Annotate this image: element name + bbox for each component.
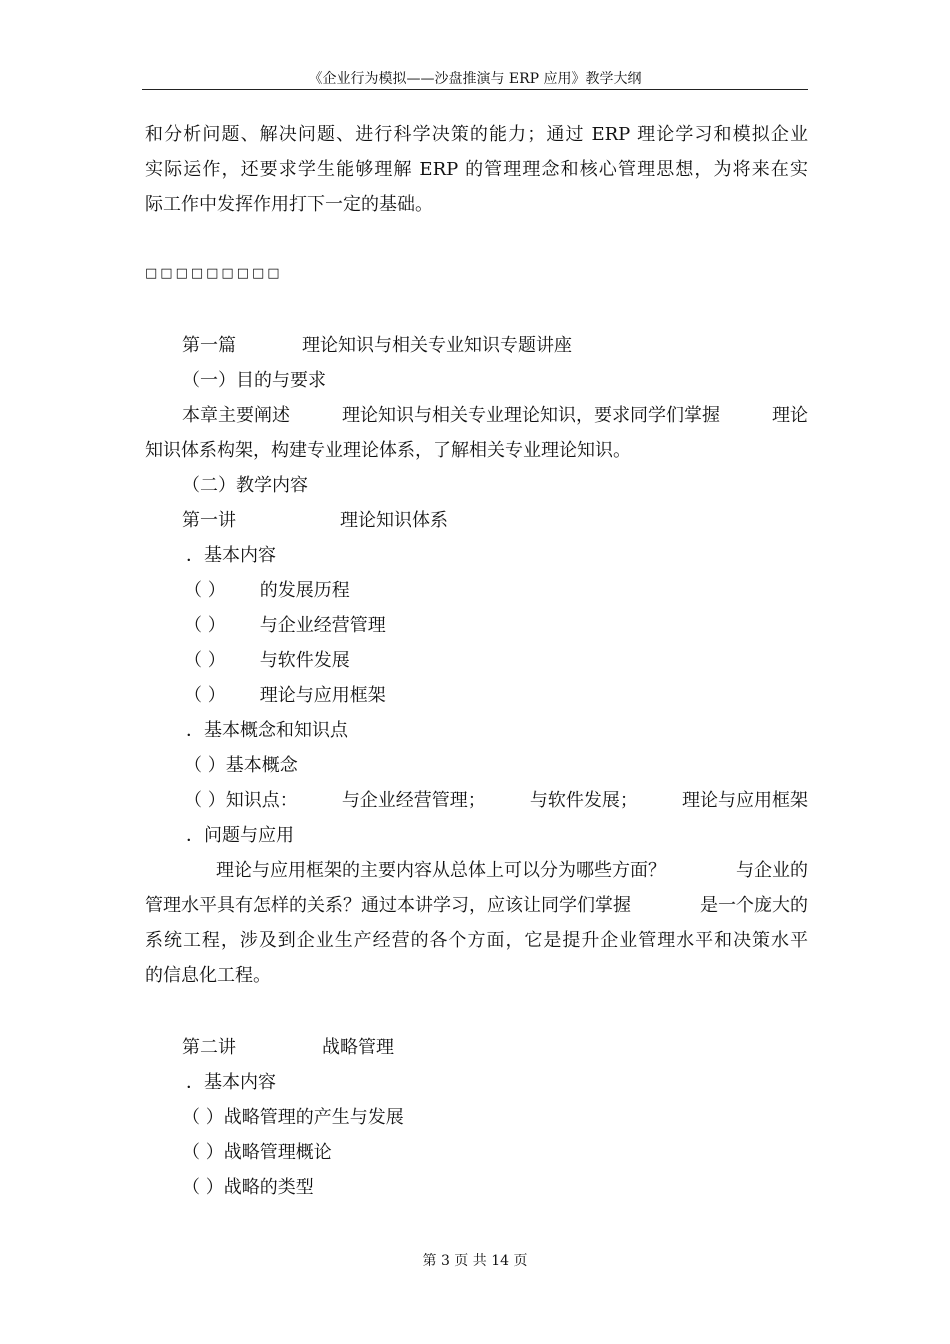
lecture2-title-left: 第二讲 — [182, 1037, 236, 1058]
question-line-1-b: 与企业的 — [736, 860, 808, 881]
aim-line-1 — [182, 398, 808, 433]
item-text: 与软件发展 — [259, 650, 350, 671]
question-line-1-a: 理论与应用框架的主要内容从总体上可以分为哪些方面？ — [216, 860, 666, 881]
item-text: 理论与应用框架 — [259, 685, 386, 706]
lecture1-knowledge-line — [184, 783, 808, 818]
content-heading: （二）教学内容 — [182, 475, 308, 496]
question-line-1 — [216, 853, 808, 888]
part1-title — [182, 328, 845, 363]
item-paren: （ ） — [184, 685, 226, 706]
lecture1-title-left: 第一讲 — [182, 510, 236, 531]
lecture2-basic-heading: ．基本内容 — [186, 1072, 276, 1093]
lecture2-title — [182, 1030, 845, 1065]
lecture1-title — [182, 503, 845, 538]
knowledge-d: 理论与应用框架 — [681, 790, 808, 811]
aim-line-1-a: 本章主要阐述 — [182, 405, 290, 426]
item-text: 与企业经营管理 — [259, 615, 386, 636]
lecture1-title-right: 理论知识体系 — [340, 510, 448, 531]
lecture2-title-right: 战略管理 — [322, 1037, 394, 1058]
question-line-2-a: 管理水平具有怎样的关系？通过本讲学习，应该让同学们掌握 — [145, 895, 631, 916]
intro-line-3: 际工作中发挥作用打下一定的基础。 — [145, 194, 433, 215]
intro-line-1: 和分析问题、解决问题、进行科学决策的能力；通过 ERP 理论学习和模拟企业 — [145, 124, 808, 145]
lecture1-item — [184, 678, 847, 713]
item-paren: （ ） — [184, 650, 226, 671]
lecture1-basic-heading: ．基本内容 — [186, 545, 276, 566]
question-line-4: 的信息化工程。 — [145, 965, 271, 986]
page-header-title: 《企业行为模拟——沙盘推演与 ERP 应用》教学大纲 — [308, 71, 642, 87]
aim-line-1-b: 理论知识与相关专业理论知识，要求同学们掌握 — [342, 405, 720, 426]
question-line-3: 系统工程，涉及到企业生产经营的各个方面，它是提升企业管理水平和决策水平 — [145, 930, 808, 951]
lecture1-concept-item: （ ）基本概念 — [184, 755, 298, 776]
part1-title-right: 理论知识与相关专业知识专题讲座 — [302, 335, 572, 356]
part1-title-left: 第一篇 — [182, 335, 236, 356]
lecture1-item — [184, 643, 847, 678]
knowledge-b: 与企业经营管理； — [341, 790, 486, 811]
page-footer: 第 3 页 共 14 页 — [422, 1253, 528, 1269]
lecture2-item: （ ）战略管理的产生与发展 — [182, 1107, 404, 1128]
lecture1-item — [184, 573, 847, 608]
placeholder-squares: □□□□□□□□□ — [145, 266, 283, 281]
knowledge-a: （ ）知识点： — [184, 790, 298, 811]
question-line-2-b: 是一个庞大的 — [700, 895, 808, 916]
aim-line-2: 知识体系构架，构建专业理论体系，了解相关专业理论知识。 — [145, 440, 631, 461]
lecture2-item: （ ）战略的类型 — [182, 1177, 314, 1198]
knowledge-c: 与软件发展； — [529, 790, 638, 811]
lecture1-concept-heading: ．基本概念和知识点 — [186, 720, 348, 741]
item-text: 的发展历程 — [259, 580, 350, 601]
item-paren: （ ） — [184, 615, 226, 636]
header-rule — [142, 89, 808, 90]
intro-line-2: 实际运作，还要求学生能够理解 ERP 的管理理念和核心管理思想，为将来在实 — [145, 159, 808, 180]
question-line-2 — [145, 888, 808, 923]
aim-line-1-c: 理论 — [772, 405, 808, 426]
aim-heading: （一）目的与要求 — [182, 370, 326, 391]
item-paren: （ ） — [184, 580, 226, 601]
lecture2-item: （ ）战略管理概论 — [182, 1142, 332, 1163]
lecture1-item — [184, 608, 847, 643]
lecture1-question-heading: ．问题与应用 — [186, 825, 294, 846]
